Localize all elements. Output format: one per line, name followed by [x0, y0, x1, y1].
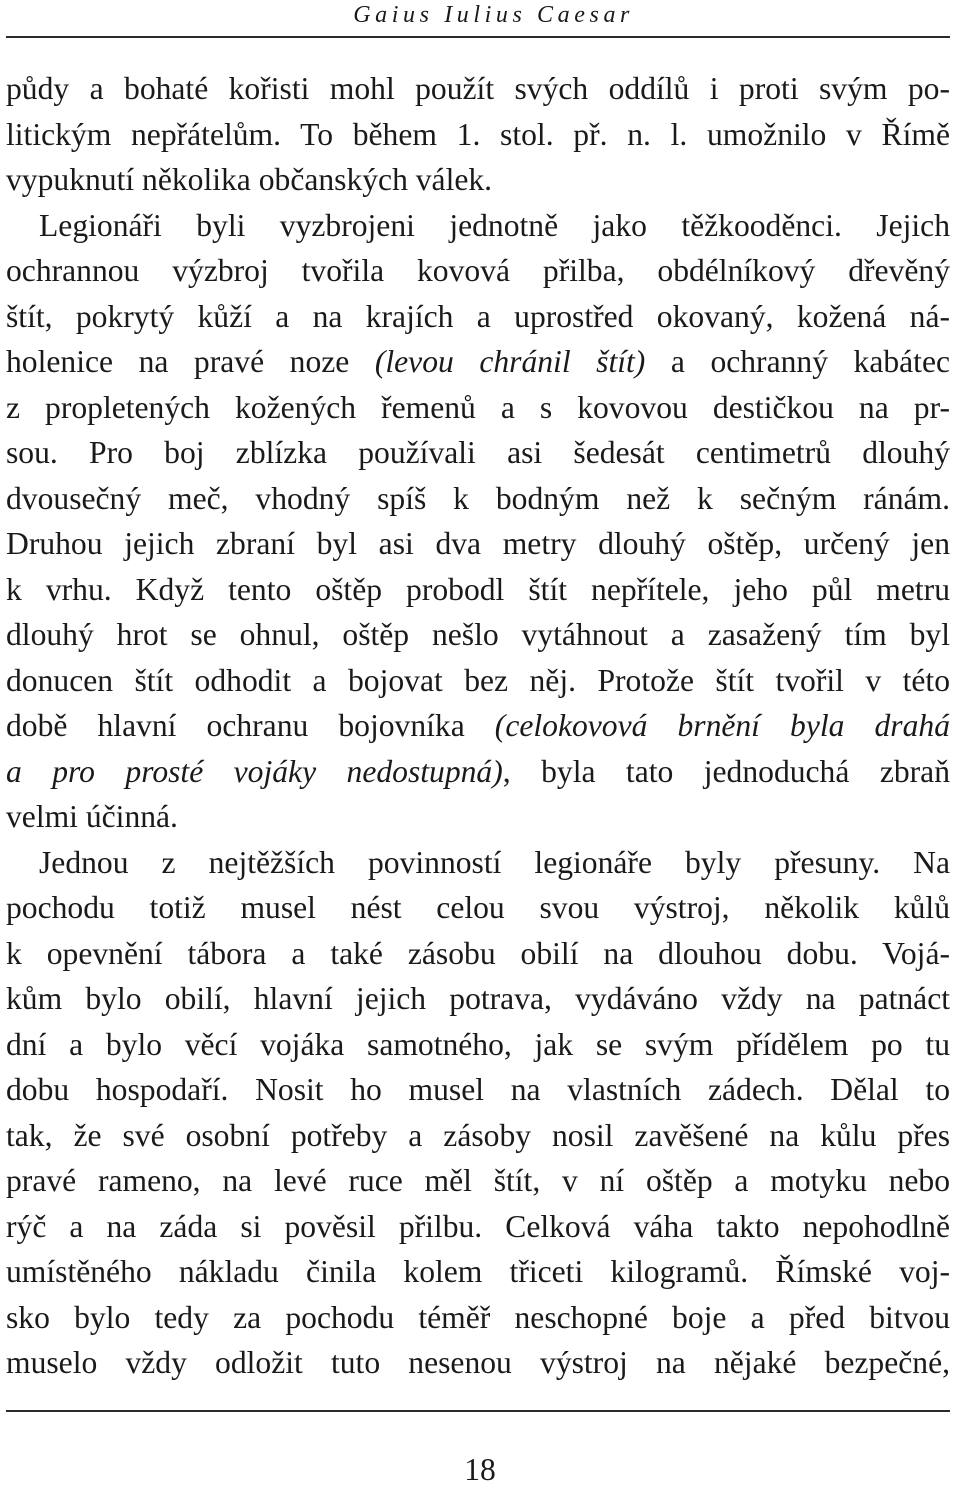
text-segment: donucen štít odhodit a bojovat bez něj. Protože štít tvořil v této [6, 662, 950, 698]
text-line [6, 112, 950, 158]
text-line [6, 430, 950, 476]
text-segment: dobu hospodaří. Nosit ho musel na vlastních zádech. Dělal to [6, 1072, 950, 1107]
text-line [6, 612, 950, 658]
footer-rule [6, 1410, 950, 1412]
italic-text-segment: a pro prosté vojáky nedostupná) [6, 753, 503, 789]
text-segment: půdy a bohaté kořisti mohl použít svých oddílů i proti svým po- [6, 71, 950, 106]
text-segment: dlouhý hrot se ohnul, oštěp nešlo vytáhnout a zasažený tím byl [6, 617, 950, 652]
text-segment: tak, že své osobní potřeby a zásoby nosil zavěšené na kůlu přes [6, 1117, 950, 1153]
text-segment: dvousečný meč, vhodný spíš k bodným než k sečným ránám. [6, 480, 950, 516]
text-line [6, 976, 950, 1022]
text-segment: Legionáři byli vyzbrojeni jednotně jako těžkooděnci. Jejich [39, 207, 950, 243]
running-head-title: Gaius Iulius Caesar [353, 2, 634, 28]
text-segment: z propletených kožených řemenů a s kovovou destičkou na pr- [6, 389, 950, 425]
text-line [6, 794, 950, 840]
text-line [6, 840, 950, 886]
text-segment: , byla tato jednoduchá zbraň [502, 753, 950, 789]
text-segment: k vrhu. Když tento oštěp probodl štít nepřítele, jeho půl metru [6, 571, 950, 607]
text-segment: době hlavní ochranu bojovníka [6, 708, 495, 743]
italic-text-segment: (celokovová brnění byla drahá [494, 708, 950, 743]
text-segment: rýč a na záda si pověsil přilbu. Celková váha takto nepohodlně [6, 1208, 950, 1244]
text-line [6, 658, 950, 704]
text-line [6, 749, 950, 795]
text-segment: Druhou jejich zbraní byl asi dva metry dlouhý oštěp, určený jen [6, 526, 950, 561]
text-line [6, 157, 950, 203]
text-segment: pravé rameno, na levé ruce měl štít, v ní oštěp a motyku nebo [6, 1163, 950, 1198]
text-segment: sko bylo tedy za pochodu téměř neschopné boje a před bitvou [6, 1299, 950, 1335]
text-segment: litickým nepřátelům. To během 1. stol. př. n. l. umožnilo v Římě [6, 116, 950, 152]
text-segment: kům bylo obilí, hlavní jejich potrava, vydáváno vždy na patnáct [6, 981, 950, 1016]
text-segment: a ochranný kabátec [645, 344, 951, 379]
text-line [6, 1249, 950, 1295]
text-segment: štít, pokrytý kůží a na krajích a uprostřed okovaný, kožená ná- [6, 298, 950, 334]
text-line [6, 1158, 950, 1204]
text-line [6, 567, 950, 613]
running-header [0, 0, 960, 38]
text-segment: sou. Pro boj zblízka používali asi šedesát centimetrů dlouhý [6, 435, 950, 470]
text-segment: pochodu totiž musel nést celou svou výstroj, několik kůlů [6, 890, 950, 925]
text-line [6, 385, 950, 431]
text-segment: Jednou z nejtěžších povinností legionáře byly přesuny. Na [39, 844, 950, 880]
text-line [6, 1204, 950, 1250]
text-segment: holenice na pravé noze [6, 344, 375, 379]
text-line [6, 931, 950, 977]
text-line [6, 1067, 950, 1113]
text-line [6, 339, 950, 385]
text-line [6, 294, 950, 340]
body-text [6, 66, 950, 1386]
text-segment: ochrannou výzbroj tvořila kovová přilba, obdélníkový dřevěný [6, 253, 950, 288]
text-line [6, 1113, 950, 1159]
text-line [6, 66, 950, 112]
text-line [6, 885, 950, 931]
text-line [6, 476, 950, 522]
text-line [6, 1295, 950, 1341]
text-segment: muselo vždy odložit tuto nesenou výstroj na nějaké bezpečné, [6, 1345, 950, 1380]
text-segment: umístěného nákladu činila kolem třiceti kilogramů. Římské voj- [6, 1254, 950, 1289]
text-line [6, 248, 950, 294]
text-line [6, 521, 950, 567]
text-line [6, 703, 950, 749]
text-segment: vypuknutí několika občanských válek. [6, 162, 493, 197]
header-rule [6, 36, 950, 38]
text-segment: k opevnění tábora a také zásobu obilí na dlouhou dobu. Vojá- [6, 935, 950, 971]
text-segment: velmi účinná. [6, 799, 178, 834]
text-line [6, 1022, 950, 1068]
text-line [6, 1340, 950, 1386]
text-segment: dní a bylo věcí vojáka samotného, jak se svým přídělem po tu [6, 1026, 950, 1062]
text-line [6, 203, 950, 249]
italic-text-segment: (levou chránil štít) [374, 344, 646, 379]
page-number: 18 [464, 1452, 496, 1487]
